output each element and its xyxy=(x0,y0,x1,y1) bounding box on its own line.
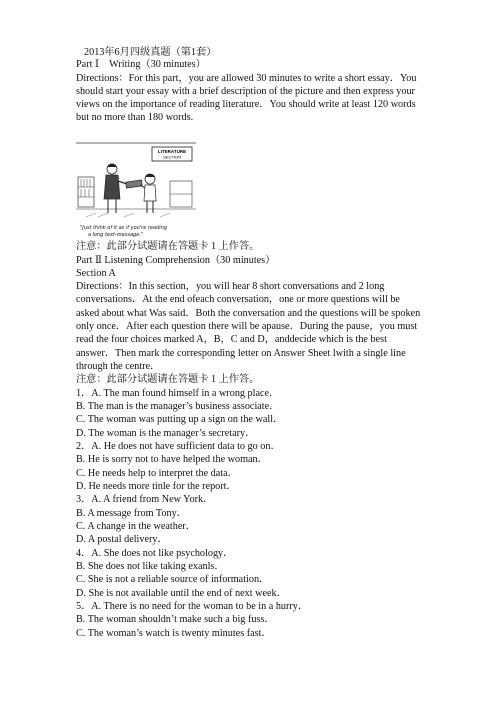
question-line: B. She does not like taking exanls． xyxy=(76,561,225,572)
part1-heading: Part Ⅰ Writing（30 minutes） xyxy=(76,59,206,70)
part1-directions-line: views on the importance of reading literature．You should write at least 120 words xyxy=(76,99,416,110)
question-line: C. She is not a reliable source of information． xyxy=(76,574,270,585)
part2-directions-line: Directions：In this section，you will hear 8 short conversations and 2 long xyxy=(76,281,385,292)
part1-directions-line: Directions：For this part，you are allowed 30 minutes to write a short essay．You xyxy=(76,73,417,84)
question-line: 3．A. A friend from New York． xyxy=(76,494,214,505)
sign-text-line-2: SECTION xyxy=(163,154,181,160)
exam-title: 2013年6月四级真题（第1套） xyxy=(84,47,217,58)
question-line: C. The woman’s watch is twenty minutes fast． xyxy=(76,628,272,639)
question-line: D. She is not available until the end of next week． xyxy=(76,588,287,599)
answer-sheet-note: 注意：此部分试题请在答题卡 1 上作答。 xyxy=(76,241,260,252)
question-line: B. The woman shouldn’t make such a big fuss． xyxy=(76,614,275,625)
question-line: 5．A. There is no need for the woman to be in a hurry． xyxy=(76,601,309,612)
question-line: 4．A. She does not like psychology． xyxy=(76,548,234,559)
question-line: C. He needs help to interpret the data． xyxy=(76,468,238,479)
question-line: C. The woman was putting up a sign on the wall． xyxy=(76,414,284,425)
question-line: B. The man is the manager’s business associate． xyxy=(76,401,280,412)
part2-directions-line: answer．Then mark the corresponding letter on Answer Sheet lwith a single line xyxy=(76,348,406,359)
part2-directions-line: only once．After each question there will be apause．During the pause，you must xyxy=(76,321,418,332)
part1-directions-line: should start your essay with a brief description of the picture and then express your xyxy=(76,86,415,97)
part1-directions-line: but no more than 180 words. xyxy=(76,112,194,123)
question-line: D. He needs more tinle for the report． xyxy=(76,481,237,492)
part2-directions-line: conversations．At the end ofeach conversation，one or more questions will be xyxy=(76,294,400,305)
question-line: D. The woman is the manager’s secretary． xyxy=(76,428,256,439)
part2-heading: Part Ⅱ Listening Comprehension（30 minutes） xyxy=(76,255,276,266)
cartoon-caption-line: "Just think of it as if you're reading xyxy=(80,225,167,231)
answer-sheet-note: 注意：此部分试题请在答题卡 1 上作答。 xyxy=(76,374,260,385)
sign-text-line-1: LITERATURE xyxy=(157,149,187,154)
part2-directions-line: asked about what Was said．Both the conversation and the questions will be spoken xyxy=(76,308,421,319)
question-line: 2．A. He does not have sufficient data to go on． xyxy=(76,441,281,452)
section-a-heading: Section A xyxy=(76,268,116,279)
question-line: C. A change in the weather． xyxy=(76,521,196,532)
part2-directions-line: read the four choices marked A，B，C and D，anddecide which is the best xyxy=(76,334,387,345)
question-line: 1．A. The man found himself in a wrong place． xyxy=(76,388,280,399)
cartoon-caption-line: a long text-message." xyxy=(88,232,144,238)
question-line: D. A postal delivery． xyxy=(76,534,168,545)
part2-directions-line: through the centre． xyxy=(76,361,161,372)
question-line: B. He is sorry not to have helped the woman． xyxy=(76,454,268,465)
question-line: B. A message from Tony． xyxy=(76,508,187,519)
